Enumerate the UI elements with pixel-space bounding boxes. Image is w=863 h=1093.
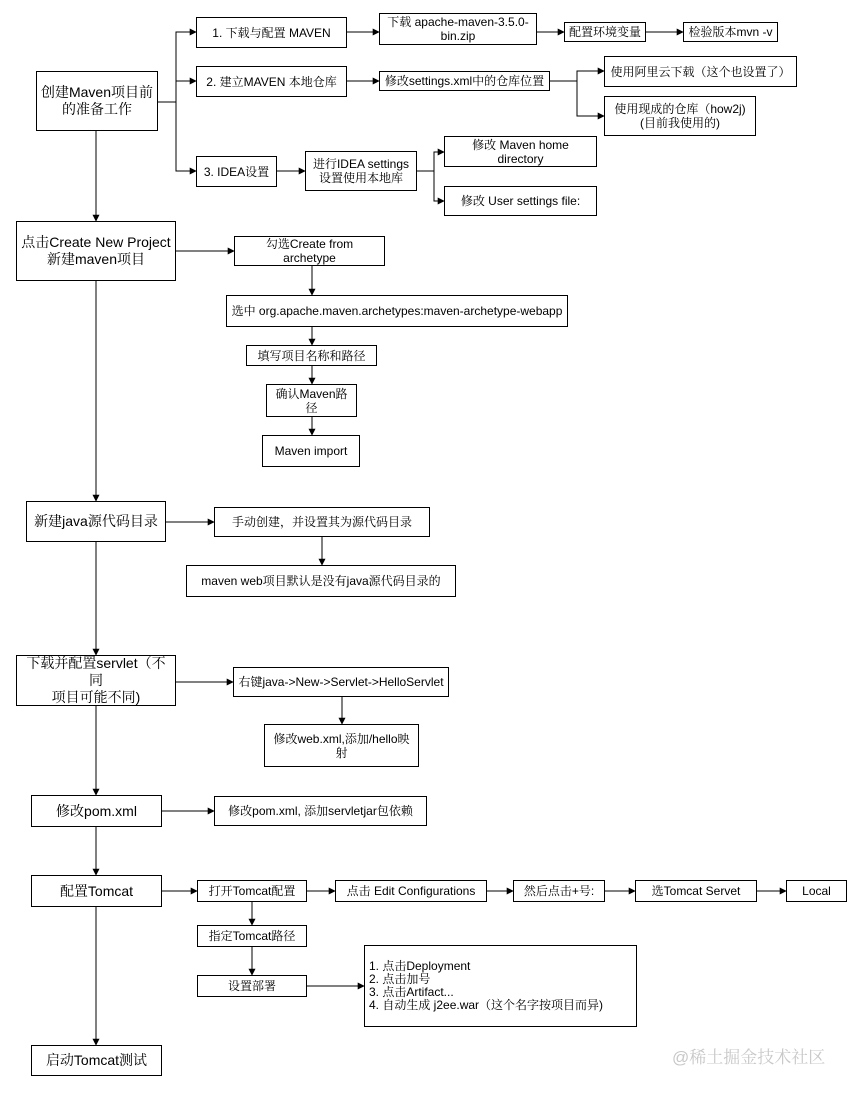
step3-label: 3. IDEA设置: [203, 164, 270, 179]
edge-settings-to-existing: [550, 81, 604, 116]
step1-box: [196, 17, 347, 48]
edge-settings-to-aliyun: [550, 71, 604, 81]
tomcat-server-box: [635, 880, 757, 902]
settings-xml-box: [379, 71, 550, 91]
edge-prep-to-step1: [158, 32, 196, 102]
create-project-label: 点击Create New Project 新建maven项目: [21, 234, 171, 267]
create-project-box: [16, 221, 176, 281]
download-zip-box: [379, 13, 537, 45]
edit-configurations-box: [335, 880, 487, 902]
watermark: @稀土掘金技术社区: [672, 1048, 826, 1067]
maven-home-label: 修改 Maven home directory: [472, 137, 569, 166]
java-src-note-box: [186, 565, 456, 597]
step1-label: 1. 下载与配置 MAVEN: [212, 25, 331, 40]
tomcat-box: [31, 875, 162, 907]
deploy-step-item: 2. 点击加号: [369, 972, 431, 986]
archetype-check-label: 勾选Create from archetype: [265, 237, 354, 265]
local-box: [786, 880, 847, 902]
deploy-box: [197, 975, 307, 997]
java-src-label: 新建java源代码目录: [34, 513, 158, 529]
deploy-label: 设置部署: [227, 979, 276, 993]
archetype-check-box: [234, 236, 385, 266]
user-settings-label: 修改 User settings file:: [460, 194, 581, 208]
step3-box: [196, 156, 277, 187]
start-label: 启动Tomcat测试: [45, 1052, 148, 1068]
pom-dependency-box: [214, 796, 427, 826]
deploy-step-item: 1. 点击Deployment: [369, 959, 471, 973]
open-tomcat-config-label: 打开Tomcat配置: [208, 884, 296, 898]
prep-step-box: [36, 71, 158, 131]
settings-xml-label: 修改settings.xml中的仓库位置: [384, 74, 545, 88]
check-version-label: 检验版本mvn -v: [688, 25, 773, 39]
user-settings-box: [444, 186, 597, 216]
archetype-select-label: 选中 org.apache.maven.archetypes:maven-archetype-webapp: [231, 304, 563, 318]
edge-idea-to-usersettings: [417, 171, 444, 201]
step2-label: 2. 建立MAVEN 本地仓库: [206, 74, 337, 89]
maven-import-label: Maven import: [274, 444, 348, 458]
web-xml-box: [264, 724, 419, 767]
maven-import-box: [262, 435, 360, 467]
pom-label: 修改pom.xml: [56, 802, 137, 819]
manual-create-box: [214, 507, 430, 537]
start-box: [31, 1045, 162, 1076]
aliyun-label: 使用阿里云下载（这个也设置了）: [610, 64, 791, 79]
edge-prep-to-step2: [158, 81, 196, 102]
edge-prep-to-step3: [158, 102, 196, 171]
maven-path-box: [266, 384, 357, 417]
existing-repo-label: 使用现成的仓库（how2j) (目前我使用的): [614, 102, 746, 130]
tomcat-path-label: 指定Tomcat路径: [208, 929, 296, 943]
right-click-servlet-box: [233, 667, 449, 697]
archetype-select-box: [226, 295, 568, 327]
pom-box: [31, 795, 162, 827]
step2-box: [196, 66, 347, 97]
local-label: Local: [802, 884, 831, 898]
pom-dependency-label: 修改pom.xml, 添加servletjar包依赖: [228, 804, 413, 818]
check-version-box: [683, 22, 778, 42]
open-tomcat-config-box: [197, 880, 307, 902]
manual-create-label: 手动创建，并设置其为源代码目录: [231, 515, 412, 529]
idea-settings-label: 进行IDEA settings 设置使用本地库: [312, 157, 410, 185]
tomcat-server-label: 选Tomcat Servet: [651, 884, 741, 898]
name-path-box: [246, 345, 377, 366]
existing-repo-box: [604, 96, 756, 136]
deploy-step-item: 4. 自动生成 j2ee.war（这个名字按项目而异): [369, 998, 604, 1012]
click-plus-box: [513, 880, 605, 902]
deploy-step-item: 3. 点击Artifact...: [369, 985, 454, 999]
env-var-box: [564, 22, 646, 42]
right-click-servlet-label: 右键java->New->Servlet->HelloServlet: [238, 675, 444, 689]
web-xml-label: 修改web.xml,添加/hello映射: [273, 731, 410, 760]
maven-home-box: [444, 136, 597, 167]
servlet-box: [16, 655, 176, 706]
servlet-label: 下载并配置servlet（不同 项目可能不同): [26, 655, 166, 705]
maven-path-label: 确认Maven路径: [275, 386, 348, 415]
deploy-steps-box: [364, 945, 637, 1027]
java-src-box: [26, 501, 166, 542]
deploy-steps-list: [369, 960, 603, 1012]
idea-settings-box: [305, 151, 417, 191]
java-src-note-label: maven web项目默认是没有java源代码目录的: [201, 574, 441, 588]
click-plus-label: 然后点击+号:: [523, 884, 595, 898]
aliyun-box: [604, 56, 797, 87]
env-var-label: 配置环境变量: [568, 25, 641, 39]
edit-configurations-label: 点击 Edit Configurations: [346, 884, 476, 898]
download-zip-label: 下载 apache-maven-3.5.0- bin.zip: [387, 15, 529, 43]
prep-step-label: 创建Maven项目前 的准备工作: [40, 84, 154, 117]
tomcat-path-box: [197, 925, 307, 947]
tomcat-label: 配置Tomcat: [59, 882, 134, 899]
name-path-label: 填写项目名称和路径: [257, 348, 366, 363]
edge-idea-to-mavenhome: [417, 152, 444, 171]
